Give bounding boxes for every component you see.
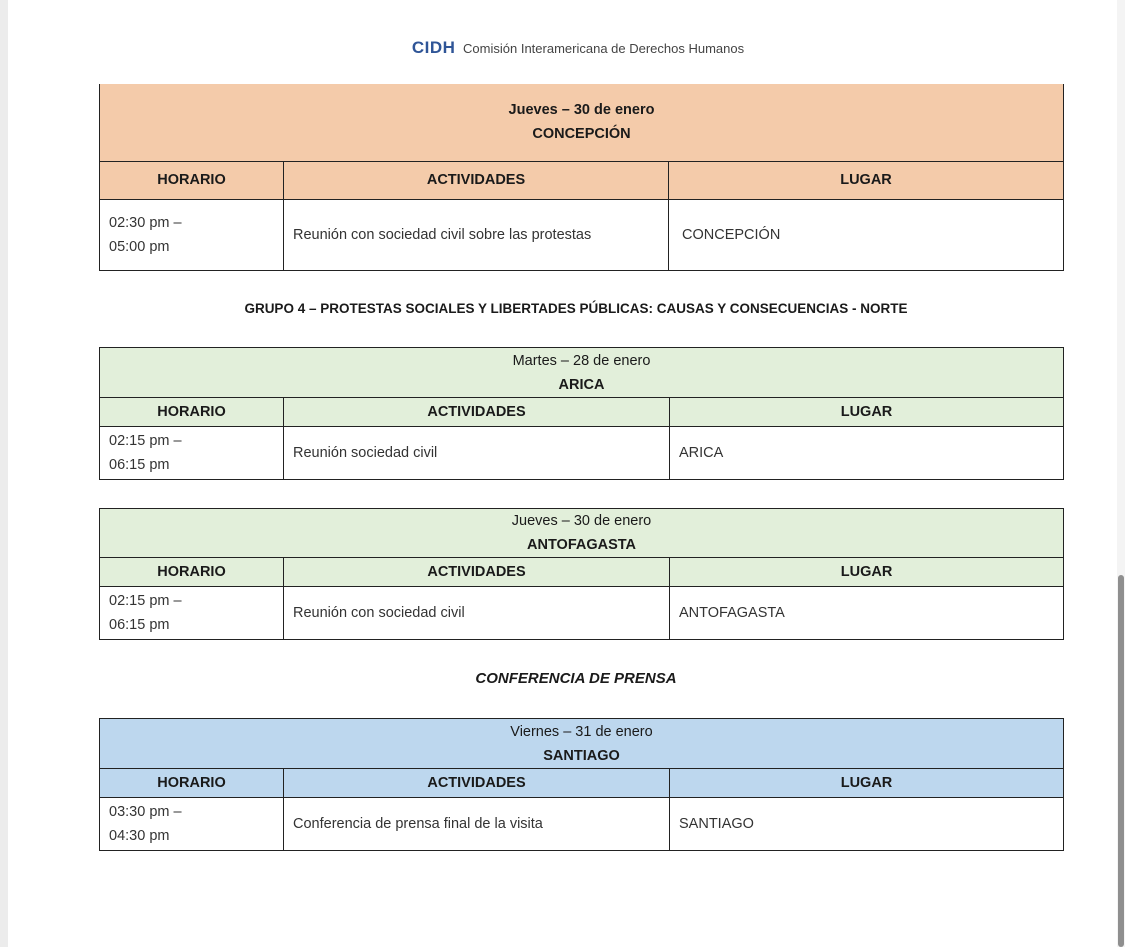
schedule-table-concepcion bbox=[99, 84, 1064, 271]
schedule-table-antofagasta bbox=[99, 508, 1064, 640]
schedule-table-santiago bbox=[99, 718, 1064, 851]
activity-cell: Reunión con sociedad civil sobre las protestas bbox=[284, 199, 669, 270]
table-row bbox=[100, 427, 1064, 480]
group4-heading: GRUPO 4 – PROTESTAS SOCIALES Y LIBERTADES PÚBLICAS: CAUSAS Y CONSECUENCIAS - NORTE bbox=[244, 301, 908, 316]
table-date: Jueves – 30 de enero bbox=[511, 513, 652, 529]
col-header-lugar: LUGAR bbox=[670, 769, 1064, 798]
table-date: Martes – 28 de enero bbox=[512, 352, 651, 369]
table-title bbox=[100, 719, 1064, 769]
time-start: 02:30 pm – bbox=[109, 214, 182, 231]
table-city: SANTIAGO bbox=[543, 747, 620, 764]
col-header-actividades: ACTIVIDADES bbox=[284, 769, 670, 798]
col-header-horario: HORARIO bbox=[100, 398, 284, 427]
table-row bbox=[100, 199, 1064, 270]
time-cell bbox=[100, 587, 284, 640]
col-header-horario: HORARIO bbox=[100, 161, 284, 199]
place-cell: ARICA bbox=[670, 427, 1064, 480]
schedule-table-arica bbox=[99, 347, 1064, 480]
table-city: ANTOFAGASTA bbox=[527, 537, 637, 553]
col-header-horario: HORARIO bbox=[100, 558, 284, 587]
time-start: 02:15 pm – bbox=[109, 593, 182, 609]
place-cell: CONCEPCIÓN bbox=[669, 199, 1064, 270]
table-title bbox=[100, 348, 1064, 398]
table-date: Jueves – 30 de enero bbox=[508, 102, 655, 119]
table-title bbox=[100, 84, 1064, 161]
col-header-lugar: LUGAR bbox=[670, 558, 1064, 587]
table-title bbox=[100, 509, 1064, 558]
table-date: Viernes – 31 de enero bbox=[510, 723, 653, 740]
time-cell bbox=[100, 798, 284, 851]
col-header-actividades: ACTIVIDADES bbox=[284, 398, 670, 427]
activity-cell: Reunión con sociedad civil bbox=[284, 587, 670, 640]
table-row bbox=[100, 798, 1064, 851]
activity-cell: Reunión sociedad civil bbox=[284, 427, 670, 480]
press-conference-heading: CONFERENCIA DE PRENSA bbox=[475, 670, 677, 687]
scrollbar-thumb[interactable] bbox=[1118, 575, 1124, 947]
activity-cell: Conferencia de prensa final de la visita bbox=[284, 798, 670, 851]
org-name: Comisión Interamericana de Derechos Humanos bbox=[463, 41, 745, 56]
col-header-actividades: ACTIVIDADES bbox=[284, 558, 670, 587]
time-start: 03:30 pm – bbox=[109, 804, 182, 820]
col-header-actividades: ACTIVIDADES bbox=[284, 161, 669, 199]
table-city: CONCEPCIÓN bbox=[532, 126, 631, 143]
time-end: 05:00 pm bbox=[109, 238, 170, 255]
place-cell: SANTIAGO bbox=[670, 798, 1064, 851]
time-end: 06:15 pm bbox=[109, 457, 170, 473]
page-header bbox=[0, 38, 1125, 58]
time-cell bbox=[100, 199, 284, 270]
table-city: ARICA bbox=[558, 376, 605, 393]
col-header-lugar: LUGAR bbox=[670, 398, 1064, 427]
table-row bbox=[100, 587, 1064, 640]
col-header-horario: HORARIO bbox=[100, 769, 284, 798]
scrollbar[interactable] bbox=[1117, 0, 1125, 947]
time-start: 02:15 pm – bbox=[109, 433, 182, 449]
time-end: 06:15 pm bbox=[109, 617, 170, 633]
place-cell: ANTOFAGASTA bbox=[670, 587, 1064, 640]
time-cell bbox=[100, 427, 284, 480]
time-end: 04:30 pm bbox=[109, 828, 170, 844]
cidh-logo: CIDH bbox=[411, 38, 456, 57]
col-header-lugar: LUGAR bbox=[669, 161, 1064, 199]
